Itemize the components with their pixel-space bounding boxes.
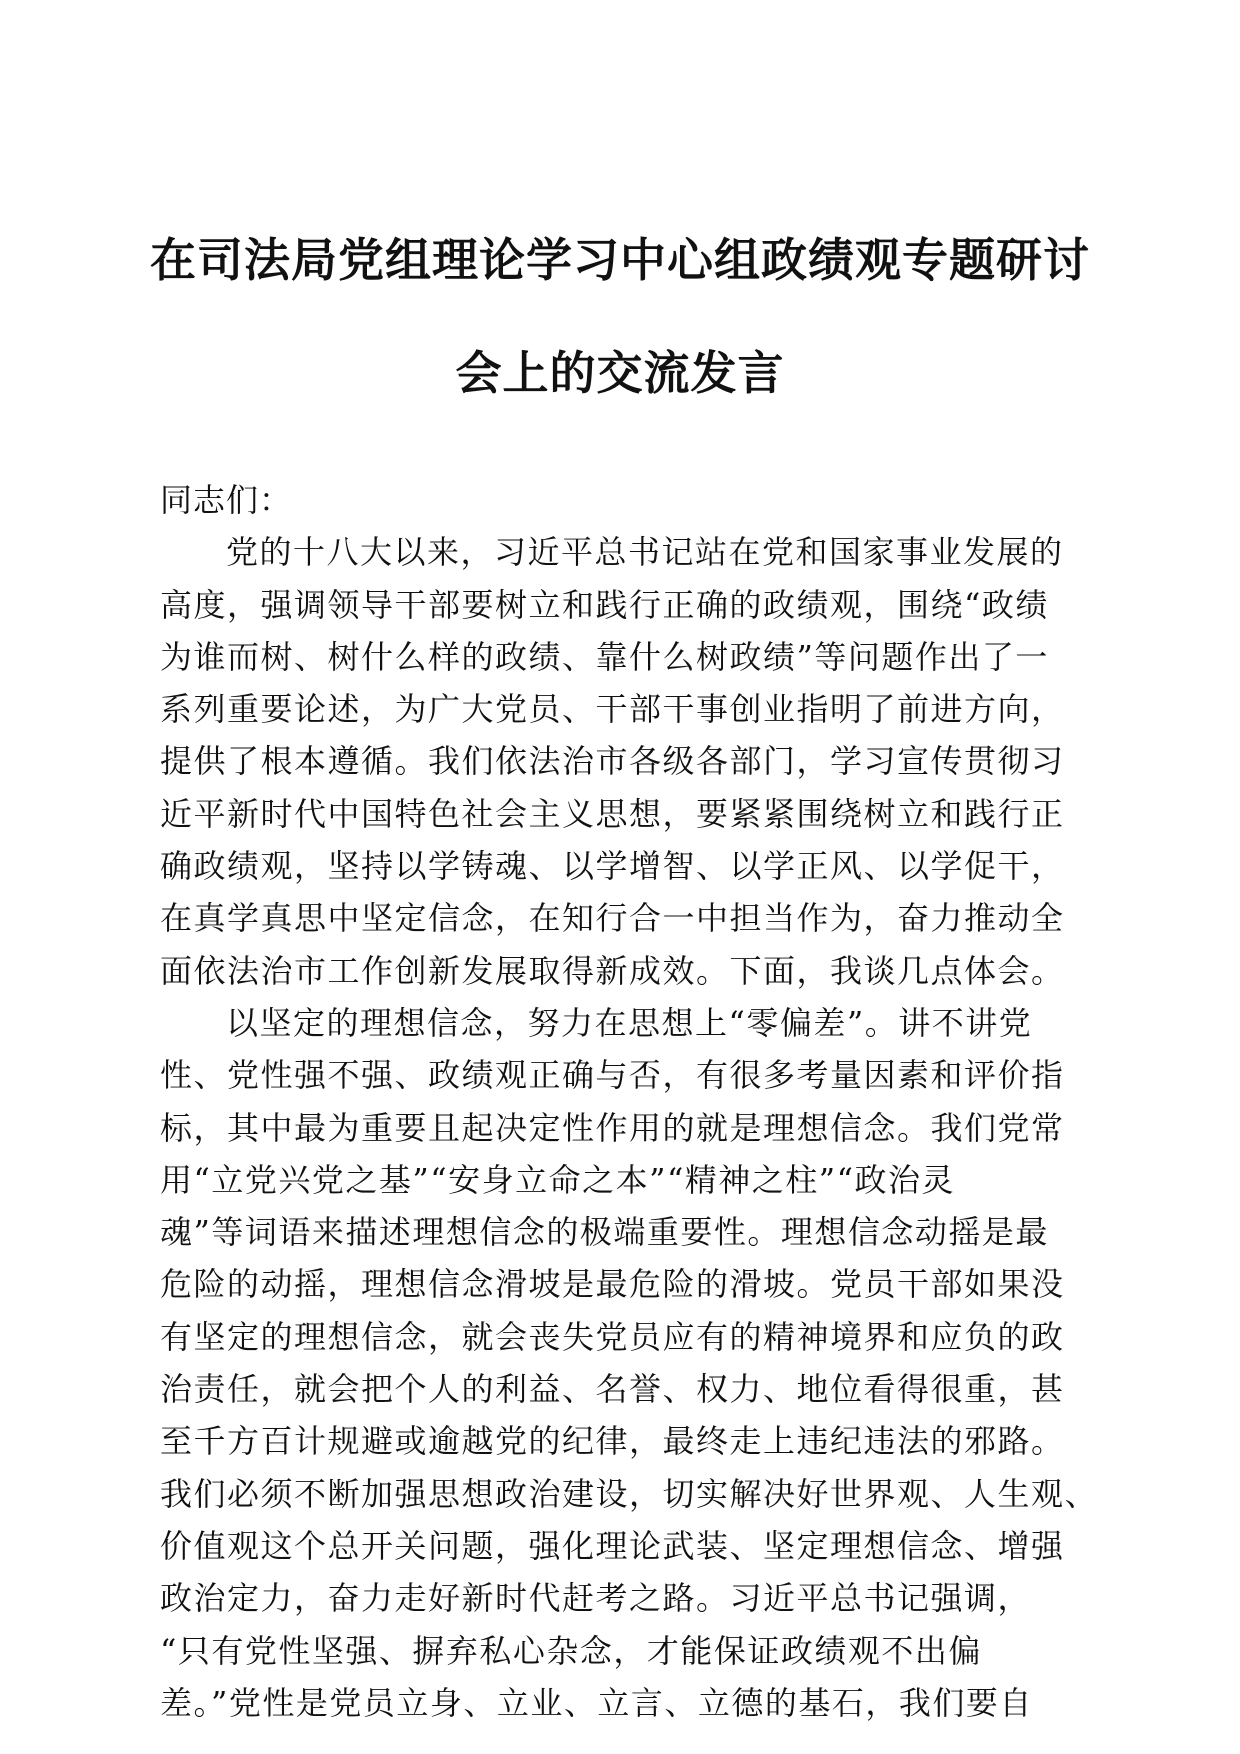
body-line: 治责任，就会把个人的利益、名誉、权力、地位看得很重，甚 — [160, 1370, 1065, 1409]
body-text — [160, 526, 1099, 1729]
body-line: 在真学真思中坚定信念，在知行合一中担当作为，奋力推动全 — [160, 899, 1065, 938]
body-line: 价值观这个总开关问题，强化理论武装、坚定理想信念、增强 — [160, 1526, 1065, 1565]
body-line: 近平新时代中国特色社会主义思想，要紧紧围绕树立和践行正 — [160, 794, 1065, 833]
body-line: 性、党性强不强、政绩观正确与否，有很多考量因素和评价指 — [160, 1056, 1065, 1095]
body-line: “只有党性坚强、摒弃私心杂念，才能保证政绩观不出偏 — [160, 1631, 982, 1670]
body-line: 有坚定的理想信念，就会丧失党员应有的精神境界和应负的政 — [160, 1317, 1065, 1356]
document-body — [160, 474, 1099, 1729]
document-title-line-1: 在司法局党组理论学习中心组政绩观专题研讨 — [150, 233, 1090, 287]
body-line: 用“立党兴党之基”“安身立命之本”“精神之柱”“政治灵 — [160, 1160, 956, 1199]
body-line: 以坚定的理想信念，努力在思想上“零偏差”。讲不讲党 — [226, 1003, 1033, 1042]
document-title-line-2: 会上的交流发言 — [455, 346, 785, 400]
body-line: 系列重要论述，为广大党员、干部干事创业指明了前进方向， — [160, 690, 1065, 729]
body-line: 至千方百计规避或逾越党的纪律，最终走上违纪违法的邪路。 — [160, 1422, 1065, 1461]
body-line: 我们必须不断加强思想政治建设，切实解决好世界观、人生观、 — [160, 1474, 1099, 1513]
body-line: 为谁而树、树什么样的政绩、靠什么树政绩”等问题作出了一 — [160, 637, 1049, 676]
salutation: 同志们： — [160, 481, 293, 519]
body-line: 确政绩观，坚持以学铸魂、以学增智、以学正风、以学促干， — [160, 847, 1065, 886]
body-line: 党的十八大以来，习近平总书记站在党和国家事业发展的 — [226, 533, 1064, 572]
body-line: 提供了根本遵循。我们依法治市各级各部门，学习宣传贯彻习 — [160, 742, 1065, 781]
body-line: 差。”党性是党员立身、立业、立言、立德的基石，我们要自 — [160, 1683, 1033, 1722]
body-line: 面依法治市工作创新发展取得新成效。下面，我谈几点体会。 — [160, 951, 1065, 990]
body-line: 政治定力，奋力走好新时代赶考之路。习近平总书记强调， — [160, 1579, 1032, 1618]
body-line: 高度，强调领导干部要树立和践行正确的政绩观，围绕“政绩 — [160, 585, 1049, 624]
body-line: 魂”等词语来描述理想信念的极端重要性。理想信念动摇是最 — [160, 1213, 1049, 1252]
body-line: 标，其中最为重要且起决定性作用的就是理想信念。我们党常 — [160, 1108, 1065, 1147]
body-line: 危险的动摇，理想信念滑坡是最危险的滑坡。党员干部如果没 — [160, 1265, 1065, 1304]
